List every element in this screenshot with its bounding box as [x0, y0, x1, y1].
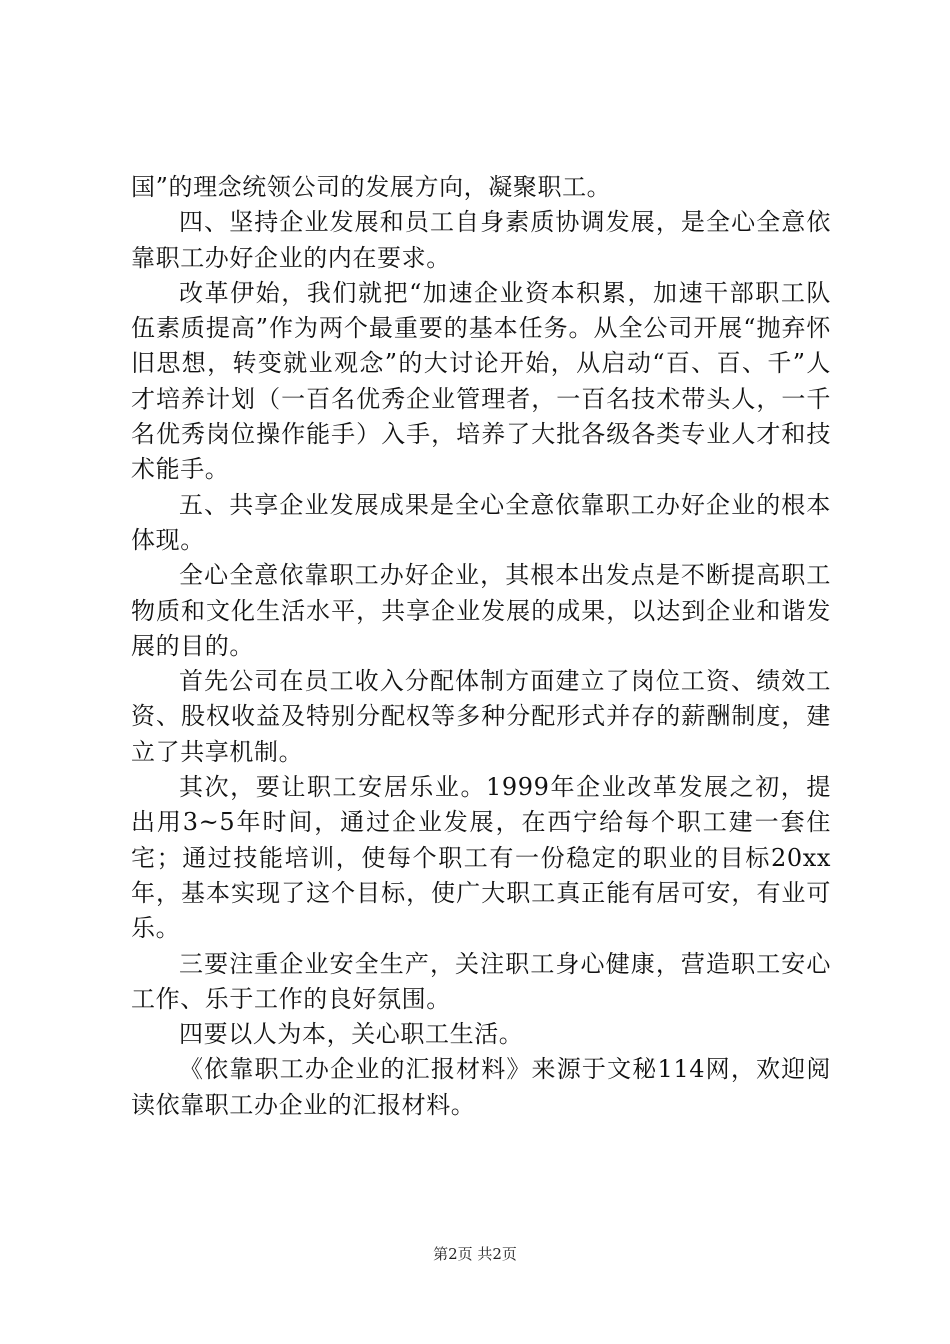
paragraph-safety: 三要注重企业安全生产，关注职工身心健康，营造职工安心工作、乐于工作的良好氛围。 — [131, 949, 831, 1013]
paragraph-section-four-heading: 四、坚持企业发展和员工自身素质协调发展，是全心全意依靠职工办好企业的内在要求。 — [131, 208, 831, 272]
paragraph-people-oriented: 四要以人为本，关心职工生活。 — [179, 1020, 524, 1049]
paragraph-section-five-heading: 五、共享企业发展成果是全心全意依靠职工办好企业的根本体现。 — [131, 490, 831, 554]
paragraph-housing: 其次，要让职工安居乐业。1999年企业改革发展之初，提出用3~5年时间，通过企业发展，在西宁给每个职工建一套住宅；通过技能培训，使每个职工有一份稳定的职业的目标20xx年，基本实现了这个目标，使广大职工真正能有居可安，有业可乐。 — [131, 773, 831, 943]
page-number-footer: 第2页 共2页 — [433, 1245, 517, 1263]
document-body — [131, 170, 831, 1123]
paragraph-income-distribution: 首先公司在员工收入分配体制方面建立了岗位工资、绩效工资、股权收益及特别分配权等多种分配形式并存的薪酬制度，建立了共享机制。 — [131, 667, 831, 766]
paragraph-sharing-results: 全心全意依靠职工办好企业，其根本出发点是不断提高职工物质和文化生活水平，共享企业发展的成果，以达到企业和谐发展的目的。 — [131, 561, 831, 660]
paragraph-continuation: 国”的理念统领公司的发展方向，凝聚职工。 — [131, 173, 612, 201]
paragraph-reform-start: 改革伊始，我们就把“加速企业资本积累，加速干部职工队伍素质提高”作为两个最重要的基本任务。从全公司开展“抛弃怀旧思想，转变就业观念”的大讨论开始，从启动“百、百、千”人才培养计划（一百名优秀企业管理者，一百名技术带头人，一千名优秀岗位操作能手）入手，培养了大批各级各类专业人才和技术能手。 — [131, 278, 831, 484]
paragraph-source-note: 《依靠职工办企业的汇报材料》来源于文秘114网，欢迎阅读依靠职工办企业的汇报材料。 — [131, 1055, 831, 1119]
